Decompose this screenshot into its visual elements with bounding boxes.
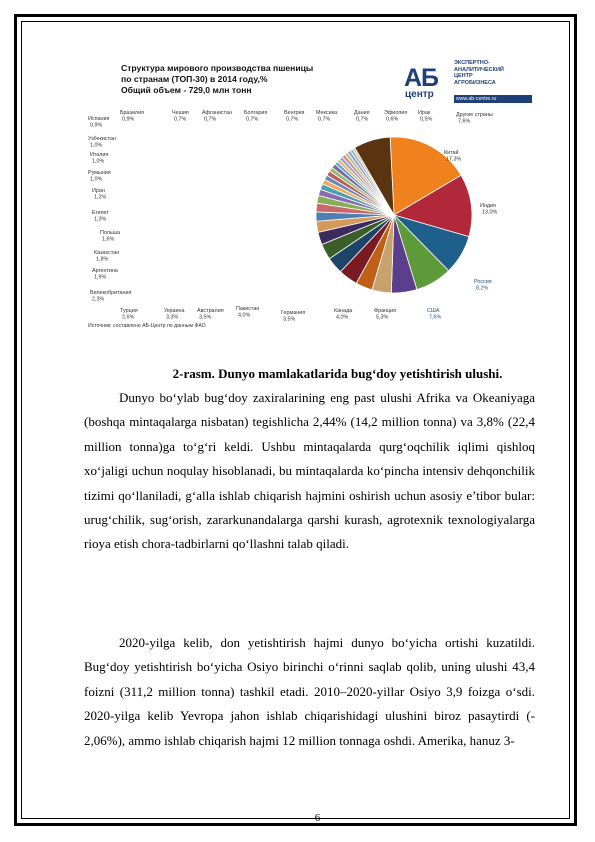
pie-label-name: Польша (100, 230, 121, 236)
pie-label-value: 3,5% (283, 316, 296, 323)
pie-label-name: Австралия (197, 308, 224, 314)
pie-label-name: Украина (164, 308, 185, 314)
pie-label-value: 1,8% (96, 256, 109, 263)
pie-label-value: 3,3% (166, 314, 179, 321)
pie-label-value: 7,6% (429, 314, 442, 321)
pie-label-name: Венгрия (284, 110, 305, 116)
pie-label-value: 0,9% (122, 116, 135, 123)
pie-label-value: 1,0% (90, 176, 103, 183)
paragraph-1: Dunyo bo‘ylab bug‘doy zaxiralarining eng past ulushi Afrika va Okeaniyaga (boshqa mintaqalarga nisbatan) tegishlicha 2,44% (14,2 million tonna) va 3,8% (22,4 million tonna)ga to‘g‘ri keldi. Ushbu mintaqalarda qurg‘oqchilik iqlimi qishloq xo‘jaligi uchun noqulay hisoblanadi, bu mintaqalarda ko‘pincha intensiv dehqonchilik tizimi qo‘llaniladi, g‘alla ishlab chiqarish hajmini oshirish uchun asosiy e’tibor bular: urug‘chilik, sug‘orish, zararkunandalarga qarshi kurash, agrotexnik texnologiyalarga rioya etish chora-tadbirlarni qo‘llashni talab qiladi. (84, 390, 535, 552)
pie-label-name: Узбекистан (88, 136, 117, 142)
pie-label-name: Китай (444, 150, 459, 156)
pie-label-name: Дания (354, 110, 370, 116)
pie-label-name: Другие страны (456, 112, 493, 118)
logo-mark: АБ (404, 64, 439, 92)
pie-label-value: 0,7% (318, 116, 331, 123)
pie-label-name: Великобритания (90, 290, 132, 296)
pie-label-name: Румыния (88, 170, 111, 176)
pie-label-name: Иран (92, 188, 105, 194)
figure-title-line-3: Общий объем - 729,0 млн тонн (121, 85, 252, 95)
pie-label-name: Аргентина (92, 268, 118, 274)
pie-label-name: Болгария (244, 110, 268, 116)
figure-title-line-2: по странам (ТОП-30) в 2014 году,% (121, 74, 268, 84)
paragraph-2: 2020-yilga kelib, don yetishtirish hajmi dunyo bo‘yicha ortishi kuzatildi. Bug‘doy yetishtirish bo‘yicha Osiyo birinchi o‘rinni saqlab qolib, uning ulushi 43,4 foizni (311,2 million tonna) tashkil etadi. 2010–2020-yillar Osiyo 3,9 foizga o‘sdi. 2020-yilga kelib Yevropa jahon ishlab chiqarishidagi ulushini biroz pasaytirdi (- 2,06%), ammo ishlab chiqarish hajmi 12 million tonnaga oshdi. Amerika, hanuz 3- (84, 635, 535, 748)
pie-label-value: 0,7% (356, 116, 369, 123)
pie-label-name: Турция (120, 308, 138, 314)
pie-label-value: 1,6% (102, 236, 115, 243)
pie-label-value: 2,6% (122, 314, 135, 321)
pie-label-name: Чешия (172, 110, 189, 116)
pie-label-value: 1,0% (90, 142, 103, 149)
pie-label-value: 1,0% (92, 158, 105, 165)
pie-label-value: 3,5% (199, 314, 212, 321)
pie-label-value: 4,0% (238, 312, 251, 319)
pie-label-name: Казахстан (94, 250, 120, 256)
pie-label-value: 0,7% (246, 116, 259, 123)
pie-label-value: 8,2% (476, 285, 489, 292)
pie-label-name: Италия (90, 152, 109, 158)
pie-label-name: США (427, 308, 440, 314)
pie-label-value: 4,0% (336, 314, 349, 321)
pie-label-name: Пакистан (236, 306, 260, 312)
pie-label-value: 2,3% (92, 296, 105, 303)
pie-label-name: Эфиопия (384, 110, 408, 116)
pie-label-value: 0,5% (420, 116, 433, 123)
figure-caption: 2-rasm. Dunyo mamlakatlarida bug‘doy yetishtirish ulushi. (172, 366, 503, 381)
figure-title-line-1: Структура мирового производства пшеницы (121, 63, 314, 73)
pie-label-value: 5,3% (376, 314, 389, 321)
pie-label-value: 1,2% (94, 194, 107, 201)
pie-label-value: 1,9% (94, 274, 107, 281)
pie-label-value: 0,7% (174, 116, 187, 123)
pie-label-value: 0,9% (90, 122, 103, 129)
pie-label-value: 1,3% (94, 216, 107, 223)
pie-label-value: 0,7% (204, 116, 217, 123)
pie-label-value: 0,7% (286, 116, 299, 123)
pie-label-name: Ирак (418, 110, 431, 116)
logo-mark-sub: центр (405, 89, 434, 100)
pie-label-name: Индия (480, 203, 496, 209)
figure-source: Источник: составлено АБ-Центр по данным ФАО (88, 323, 206, 329)
pie-label-name: Россия (474, 279, 492, 285)
pie-label-value: 13,0% (482, 209, 498, 216)
pie-label-name: Канада (334, 308, 353, 314)
pie-label-name: Бразилия (120, 110, 145, 116)
page-number: 6 (314, 812, 321, 824)
wheat-production-figure (84, 52, 536, 344)
pie-label-name: Мексика (316, 110, 338, 116)
pie-label-name: Франция (374, 308, 397, 314)
logo-text: ЭКСПЕРТНО- АНАЛИТИЧЕСКИЙ ЦЕНТР АГРОБИЗНЕСА (454, 60, 504, 86)
pie-label-name: Испания (88, 116, 110, 122)
pie-label-value: 7,6% (458, 118, 471, 125)
pie-label-name: Египет (92, 210, 109, 216)
pie-chart (84, 52, 536, 344)
logo-url: www.ab-centre.ru (454, 95, 532, 103)
pie-label-value: 17,3% (446, 156, 462, 163)
pie-label-name: Афганистан (202, 110, 233, 116)
pie-label-name: Германия (281, 310, 306, 316)
pie-label-value: 0,6% (386, 116, 399, 123)
